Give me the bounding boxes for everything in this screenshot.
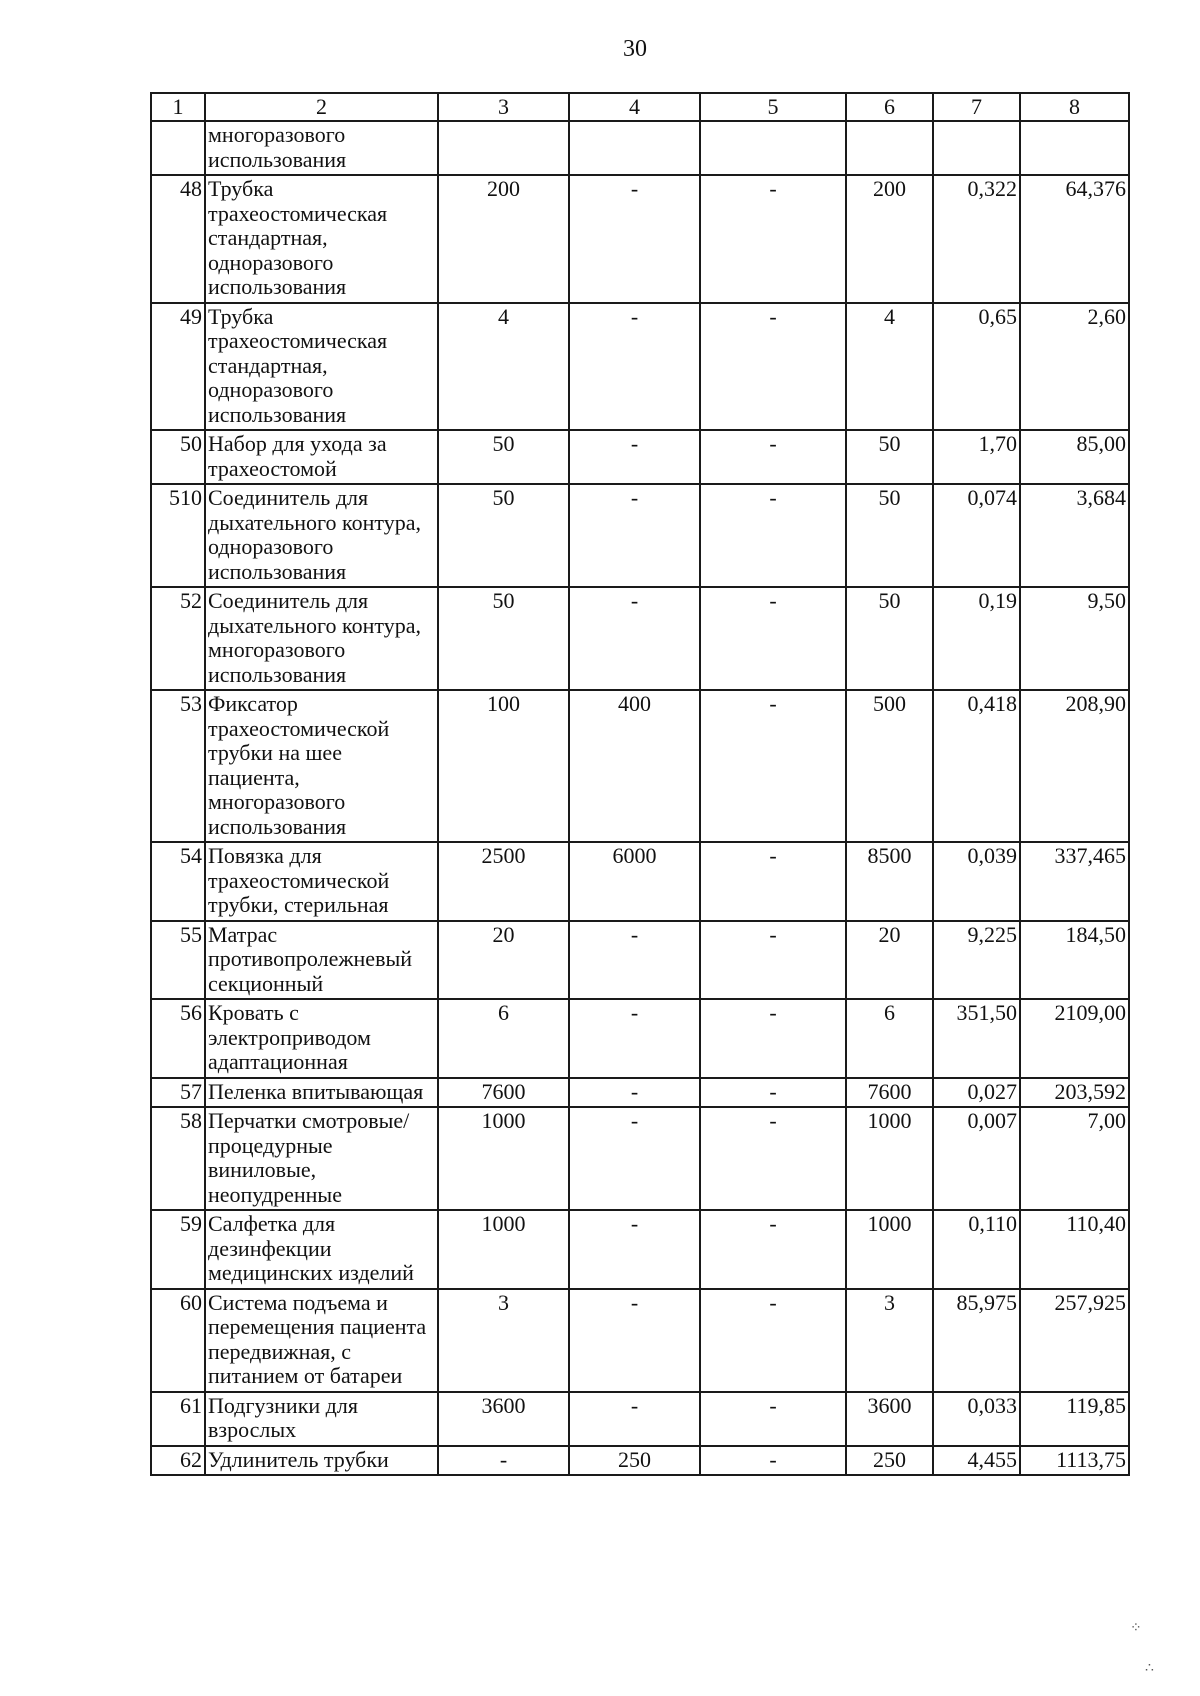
sum-value xyxy=(1020,121,1129,175)
row-number: 53 xyxy=(151,690,205,842)
qty-total: 50 xyxy=(846,587,933,690)
qty-col5: - xyxy=(700,1392,846,1446)
item-name: Кровать с электроприводом адаптационная xyxy=(205,999,438,1078)
qty-col4: 400 xyxy=(569,690,700,842)
item-name: Удлинитель трубки xyxy=(205,1446,438,1476)
item-name: Повязка для трахеостомической трубки, стерильная xyxy=(205,842,438,921)
item-name: многоразового использования xyxy=(205,121,438,175)
unit-price: 0,039 xyxy=(933,842,1020,921)
qty-col5: - xyxy=(700,175,846,303)
qty-col3: 2500 xyxy=(438,842,569,921)
qty-col5: - xyxy=(700,587,846,690)
sum-value: 3,684 xyxy=(1020,484,1129,587)
qty-col4: - xyxy=(569,999,700,1078)
sum-value: 208,90 xyxy=(1020,690,1129,842)
row-number: 510 xyxy=(151,484,205,587)
column-header: 3 xyxy=(438,93,569,121)
sum-value: 203,592 xyxy=(1020,1078,1129,1108)
qty-col5 xyxy=(700,121,846,175)
supply-table xyxy=(150,92,1130,1476)
row-number: 61 xyxy=(151,1392,205,1446)
qty-col3: 7600 xyxy=(438,1078,569,1108)
item-name: Пеленка впитывающая xyxy=(205,1078,438,1108)
qty-col5: - xyxy=(700,1446,846,1476)
sum-value: 257,925 xyxy=(1020,1289,1129,1392)
qty-col5: - xyxy=(700,1289,846,1392)
qty-col3: 6 xyxy=(438,999,569,1078)
qty-col4: - xyxy=(569,484,700,587)
qty-col3: 1000 xyxy=(438,1210,569,1289)
unit-price: 0,322 xyxy=(933,175,1020,303)
column-header: 1 xyxy=(151,93,205,121)
column-header: 7 xyxy=(933,93,1020,121)
item-name: Трубка трахеостомическая стандартная, одноразового использования xyxy=(205,303,438,431)
column-header: 2 xyxy=(205,93,438,121)
sum-value: 9,50 xyxy=(1020,587,1129,690)
row-number: 59 xyxy=(151,1210,205,1289)
page-number: 30 xyxy=(623,36,647,62)
item-name: Трубка трахеостомическая стандартная, одноразового использования xyxy=(205,175,438,303)
row-number: 56 xyxy=(151,999,205,1078)
qty-col5: - xyxy=(700,921,846,1000)
sum-value: 85,00 xyxy=(1020,430,1129,484)
qty-col5: - xyxy=(700,1078,846,1108)
qty-col5: - xyxy=(700,430,846,484)
unit-price: 1,70 xyxy=(933,430,1020,484)
column-header-row xyxy=(151,93,1129,121)
qty-col3: 4 xyxy=(438,303,569,431)
unit-price: 85,975 xyxy=(933,1289,1020,1392)
table-row xyxy=(151,175,1129,303)
row-number: 60 xyxy=(151,1289,205,1392)
row-number xyxy=(151,121,205,175)
row-number: 49 xyxy=(151,303,205,431)
qty-col3: 50 xyxy=(438,430,569,484)
table-row xyxy=(151,1107,1129,1210)
sum-value: 7,00 xyxy=(1020,1107,1129,1210)
qty-col4: - xyxy=(569,1078,700,1108)
qty-col3: 1000 xyxy=(438,1107,569,1210)
item-name: Матрас противопролежневый секционный xyxy=(205,921,438,1000)
item-name: Фиксатор трахеостомической трубки на шее пациента, многоразового использования xyxy=(205,690,438,842)
qty-total: 1000 xyxy=(846,1210,933,1289)
unit-price: 0,033 xyxy=(933,1392,1020,1446)
sum-value: 64,376 xyxy=(1020,175,1129,303)
table-row xyxy=(151,430,1129,484)
table-row xyxy=(151,121,1129,175)
qty-col4: - xyxy=(569,921,700,1000)
table-row xyxy=(151,303,1129,431)
qty-col4: - xyxy=(569,1392,700,1446)
sum-value: 110,40 xyxy=(1020,1210,1129,1289)
qty-col5: - xyxy=(700,1107,846,1210)
item-name: Перчатки смотровые/процедурные виниловые, неопудренные xyxy=(205,1107,438,1210)
row-number: 54 xyxy=(151,842,205,921)
qty-col4: - xyxy=(569,175,700,303)
scan-artifact: ⁘ xyxy=(1130,1621,1142,1636)
qty-col3: 3600 xyxy=(438,1392,569,1446)
qty-col5: - xyxy=(700,303,846,431)
qty-col3: 20 xyxy=(438,921,569,1000)
sum-value: 184,50 xyxy=(1020,921,1129,1000)
qty-col4: 6000 xyxy=(569,842,700,921)
table-row xyxy=(151,1078,1129,1108)
qty-col4: - xyxy=(569,1289,700,1392)
qty-total: 6 xyxy=(846,999,933,1078)
qty-col5: - xyxy=(700,842,846,921)
qty-col5: - xyxy=(700,690,846,842)
qty-col3: - xyxy=(438,1446,569,1476)
qty-col5: - xyxy=(700,1210,846,1289)
table-row xyxy=(151,690,1129,842)
qty-col4: - xyxy=(569,303,700,431)
table-row xyxy=(151,999,1129,1078)
qty-total: 20 xyxy=(846,921,933,1000)
scan-artifact: ∴ xyxy=(1145,1661,1154,1676)
unit-price xyxy=(933,121,1020,175)
row-number: 62 xyxy=(151,1446,205,1476)
unit-price: 4,455 xyxy=(933,1446,1020,1476)
row-number: 55 xyxy=(151,921,205,1000)
qty-col5: - xyxy=(700,484,846,587)
unit-price: 0,65 xyxy=(933,303,1020,431)
item-name: Система подъема и перемещения пациента передвижная, с питанием от батареи xyxy=(205,1289,438,1392)
sum-value: 2109,00 xyxy=(1020,999,1129,1078)
qty-col4: 250 xyxy=(569,1446,700,1476)
row-number: 52 xyxy=(151,587,205,690)
qty-total: 3 xyxy=(846,1289,933,1392)
qty-col4: - xyxy=(569,1210,700,1289)
qty-total: 7600 xyxy=(846,1078,933,1108)
qty-col4: - xyxy=(569,587,700,690)
sum-value: 1113,75 xyxy=(1020,1446,1129,1476)
item-name: Салфетка для дезинфекции медицинских изделий xyxy=(205,1210,438,1289)
table-row xyxy=(151,1392,1129,1446)
item-name: Подгузники для взрослых xyxy=(205,1392,438,1446)
item-name: Соединитель для дыхательного контура, многоразового использования xyxy=(205,587,438,690)
qty-col3: 200 xyxy=(438,175,569,303)
qty-col3: 3 xyxy=(438,1289,569,1392)
qty-total: 1000 xyxy=(846,1107,933,1210)
unit-price: 351,50 xyxy=(933,999,1020,1078)
row-number: 48 xyxy=(151,175,205,303)
qty-col4: - xyxy=(569,1107,700,1210)
column-header: 8 xyxy=(1020,93,1129,121)
qty-col3: 50 xyxy=(438,484,569,587)
qty-col3 xyxy=(438,121,569,175)
row-number: 50 xyxy=(151,430,205,484)
column-header: 5 xyxy=(700,93,846,121)
table-row xyxy=(151,842,1129,921)
qty-total: 3600 xyxy=(846,1392,933,1446)
unit-price: 0,418 xyxy=(933,690,1020,842)
column-header: 4 xyxy=(569,93,700,121)
unit-price: 0,074 xyxy=(933,484,1020,587)
qty-total xyxy=(846,121,933,175)
qty-col4 xyxy=(569,121,700,175)
table-row xyxy=(151,484,1129,587)
sum-value: 337,465 xyxy=(1020,842,1129,921)
unit-price: 9,225 xyxy=(933,921,1020,1000)
table-row xyxy=(151,587,1129,690)
table-row xyxy=(151,1446,1129,1476)
qty-total: 50 xyxy=(846,430,933,484)
unit-price: 0,027 xyxy=(933,1078,1020,1108)
qty-total: 8500 xyxy=(846,842,933,921)
qty-total: 4 xyxy=(846,303,933,431)
column-header: 6 xyxy=(846,93,933,121)
qty-col4: - xyxy=(569,430,700,484)
unit-price: 0,110 xyxy=(933,1210,1020,1289)
qty-total: 500 xyxy=(846,690,933,842)
unit-price: 0,19 xyxy=(933,587,1020,690)
sum-value: 2,60 xyxy=(1020,303,1129,431)
item-name: Соединитель для дыхательного контура, одноразового использования xyxy=(205,484,438,587)
unit-price: 0,007 xyxy=(933,1107,1020,1210)
qty-total: 50 xyxy=(846,484,933,587)
table-row xyxy=(151,1210,1129,1289)
table-row xyxy=(151,921,1129,1000)
qty-col5: - xyxy=(700,999,846,1078)
table-row xyxy=(151,1289,1129,1392)
qty-col3: 50 xyxy=(438,587,569,690)
sum-value: 119,85 xyxy=(1020,1392,1129,1446)
qty-total: 200 xyxy=(846,175,933,303)
row-number: 57 xyxy=(151,1078,205,1108)
qty-total: 250 xyxy=(846,1446,933,1476)
qty-col3: 100 xyxy=(438,690,569,842)
row-number: 58 xyxy=(151,1107,205,1210)
item-name: Набор для ухода за трахеостомой xyxy=(205,430,438,484)
